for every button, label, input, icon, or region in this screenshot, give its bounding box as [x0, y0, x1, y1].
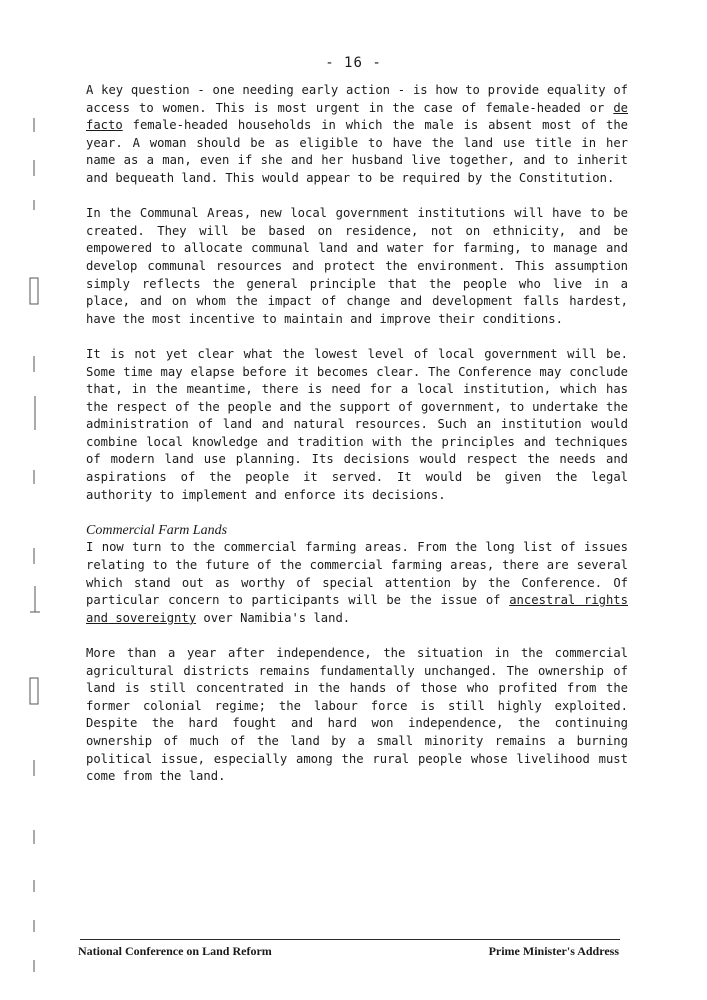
paragraph-local-government: It is not yet clear what the lowest level of local government will be. Some time may elapse before it becomes clear. The Conference may conclude that, in the meantime, there is need for a local institution, which has the respect of the people and the support of government, to undertake the administration of land and natural resources. Such an institution would combine local knowledge and tradition with the principles and techniques of modern land use planning. Its decisions would respect the needs and aspirations of the people it served. It would be given the legal authority to implement and enforce its decisions.	[86, 346, 628, 502]
paragraph-communal-areas: In the Communal Areas, new local government institutions will have to be created. They will be based on residence, not on ethnicity, and be empowered to allocate communal land and water for farming, to manage and develop communal resources and protect the environment. This assumption simply reflects the general principle that the people who live in a place, and on whom the impact of change and development falls hardest, have the most incentive to maintain and improve their conditions.	[86, 206, 628, 326]
footer-conference-title: National Conference on Land Reform	[78, 944, 272, 958]
section-heading: Commercial Farm Lands	[86, 522, 228, 538]
paragraph-text: A key question - one needing early action - is how to provide equality of access to women. This is most urgent in the case of female-headed or	[86, 83, 628, 115]
document-body	[86, 82, 628, 803]
binding-margin-marks	[0, 0, 60, 1000]
paragraph-text: over Namibia's land.	[196, 610, 351, 625]
paragraph-text: I now turn to the commercial farming areas. From the long list of issues relating to the future of the commercial farming areas, there are several which stand out as worthy of special attention by the Conference. Of particular concern to participants will be the issue of	[86, 540, 628, 608]
paragraph-commercial-farming	[86, 522, 628, 628]
footer-address-title: Prime Minister's Address	[488, 944, 619, 958]
paragraph-after-independence: More than a year after independence, the situation in the commercial agricultural districts remains fundamentally unchanged. The ownership of land is still concentrated in the hands of those who profited from the former colonial regime; the labour force is still highly exploited. Despite the hard fought and hard won independence, the continuing ownership of much of the land by a small minority remains a burning political issue, especially among the rural people whose livelihood must come from the land.	[86, 646, 628, 784]
underlined-term: ancestral rights and sovereignty	[86, 593, 628, 625]
paragraph-womens-access	[86, 82, 628, 188]
paragraph-text: female-headed households in which the male is absent most of the year. A woman should be as eligible to have the land use title in her name as a man, even if she and her husband live together, and to inherit and bequeath land. This would appear to be required by the Constitution.	[86, 118, 628, 185]
footer-divider	[80, 939, 620, 940]
underlined-term: de facto	[86, 100, 628, 133]
page-number: - 16 -	[325, 55, 382, 71]
